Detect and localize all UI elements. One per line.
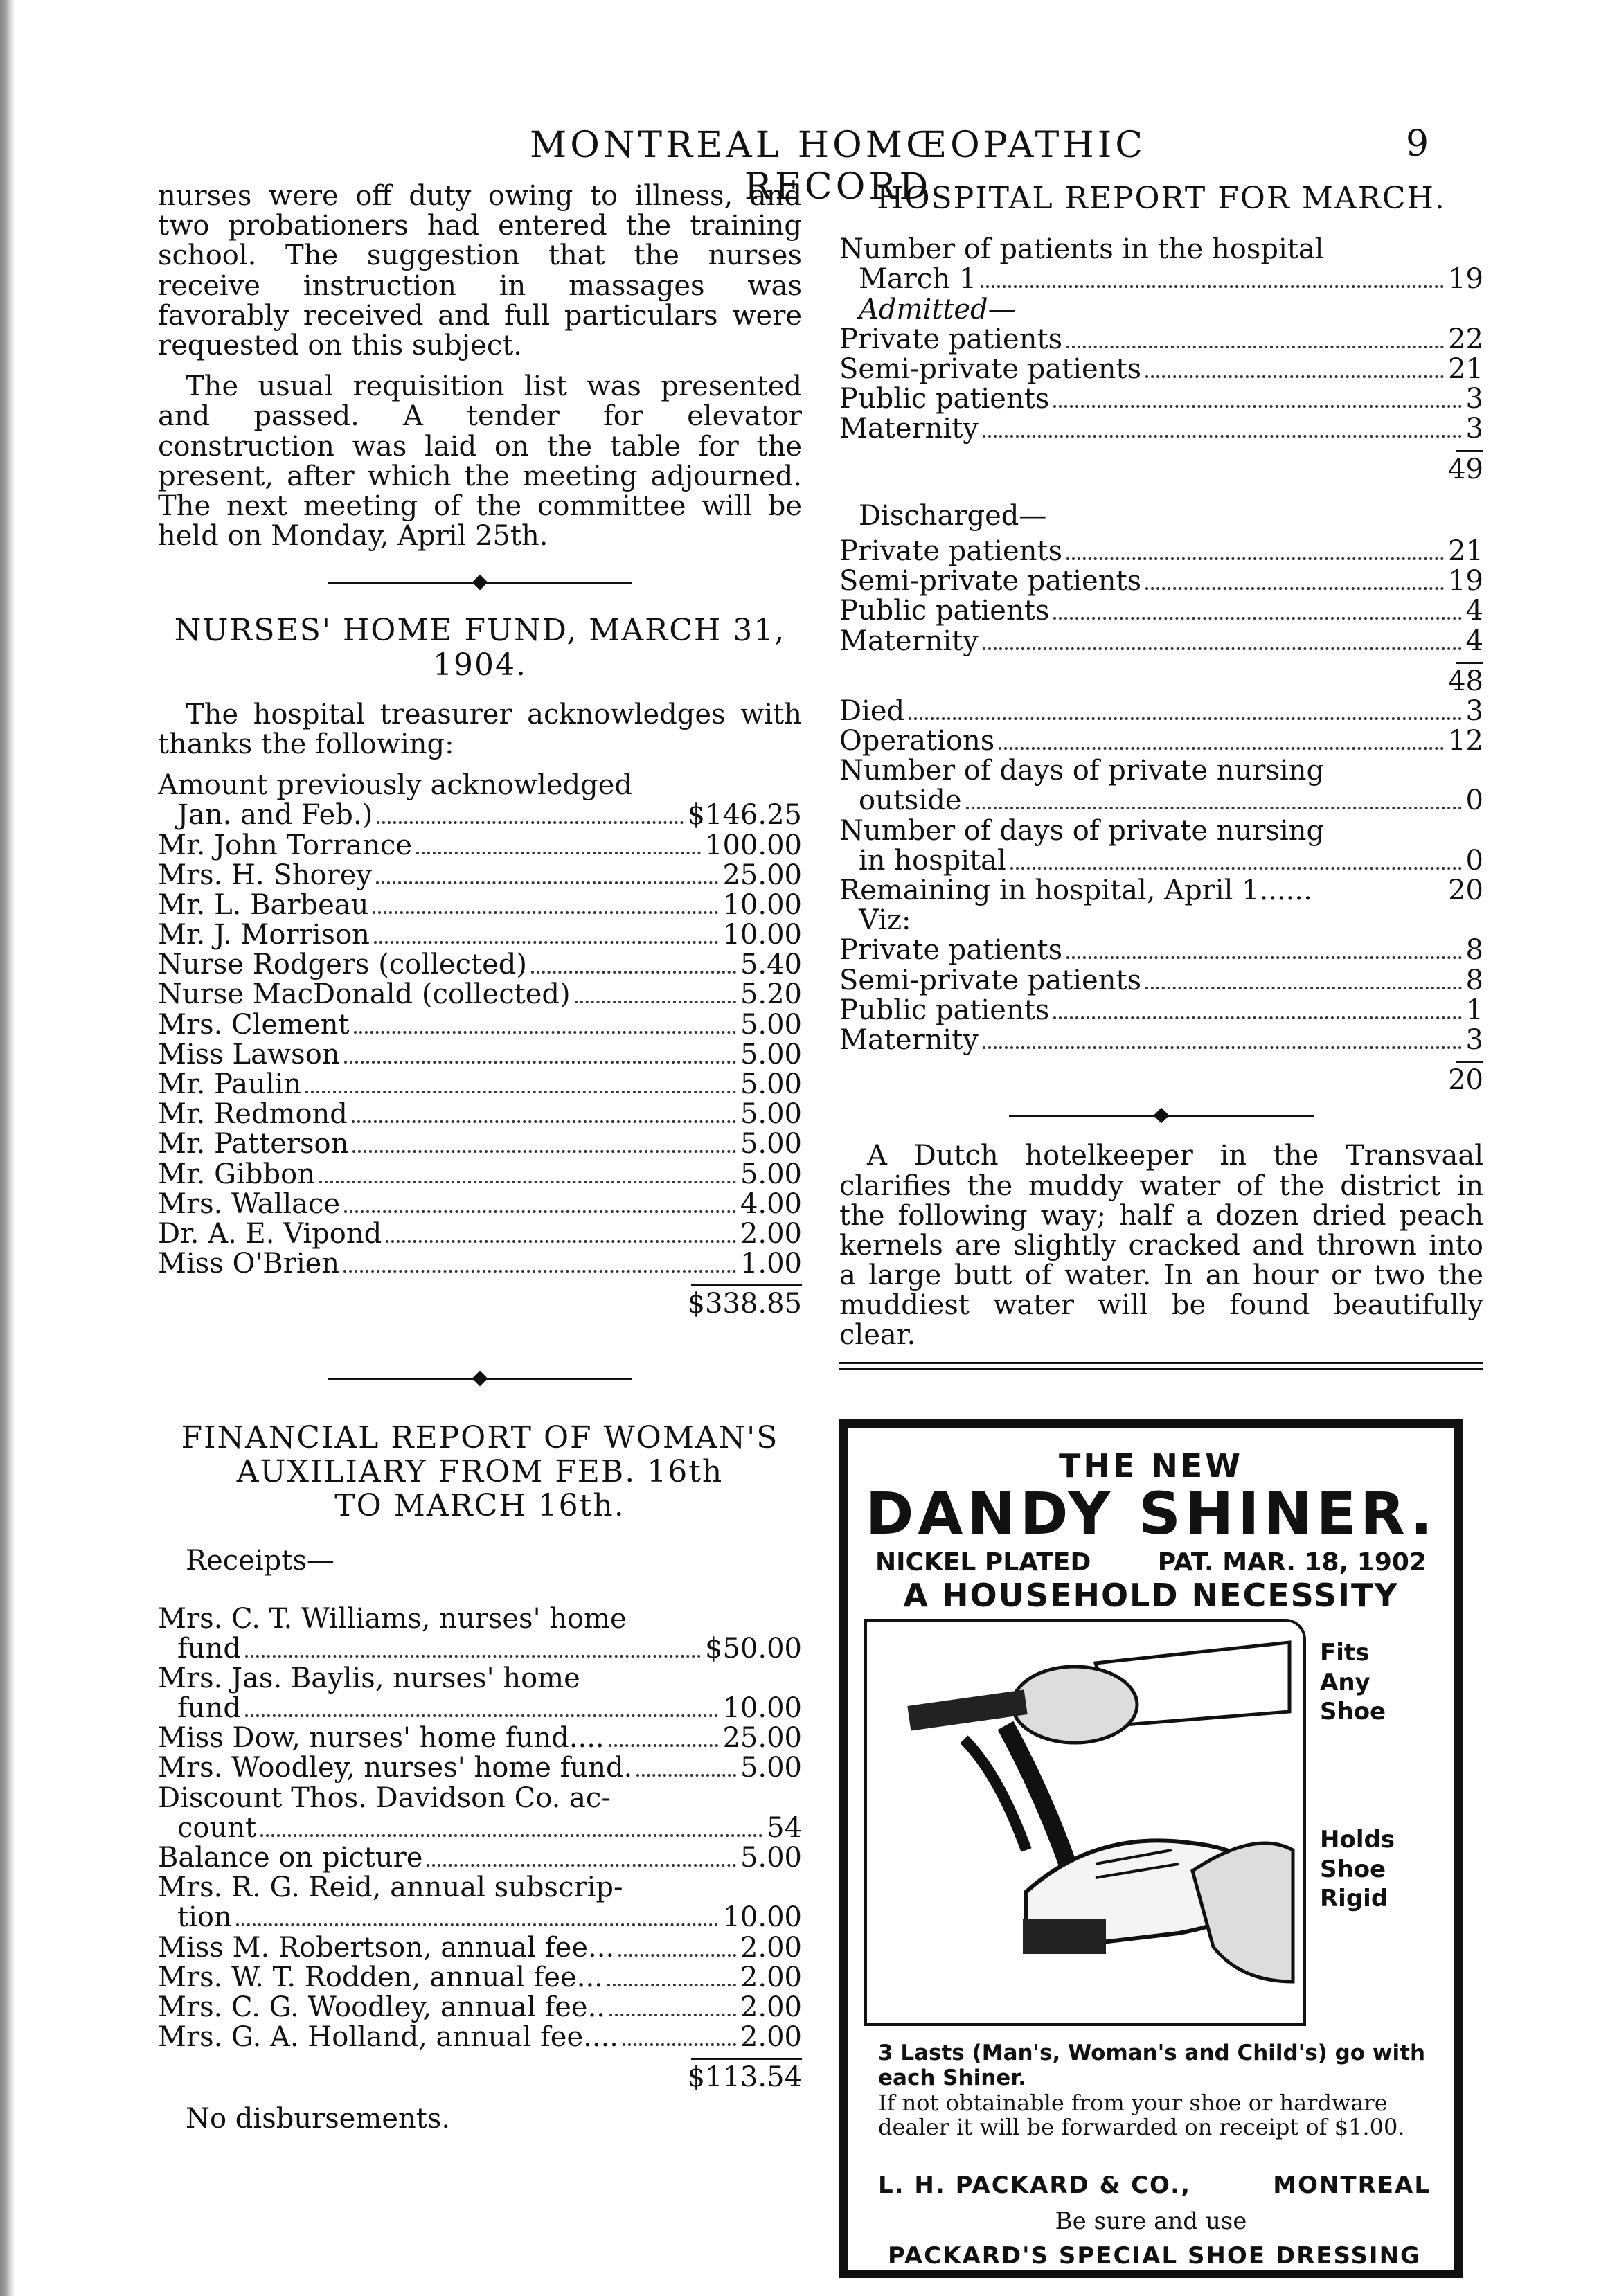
financial-report-heading: FINANCIAL REPORT OF WOMAN'S AUXILIARY FROM FEB. 16th TO MARCH 16th. xyxy=(181,1419,779,1524)
fund-prev-label: Amount previously acknowledged xyxy=(158,769,632,802)
outside-row: outside 0 xyxy=(859,784,1483,817)
no-disbursements: No disbursements. xyxy=(186,2102,451,2135)
receipts-list xyxy=(158,1604,802,2053)
receipt-entry: Balance on picture 5.00 xyxy=(158,1842,802,1874)
total-rule xyxy=(1456,1061,1483,1063)
admitted-row: Semi-private patients 21 xyxy=(839,353,1483,386)
receipt-entry: Miss M. Robertson, annual fee... 2.00 xyxy=(158,1931,802,1964)
admitted-row: Private patients 22 xyxy=(839,323,1483,355)
total-rule xyxy=(691,2058,802,2060)
receipt-entry: Mrs. G. A. Holland, annual fee.... 2.00 xyxy=(158,2021,802,2054)
fund-entry: Mr. Paulin 5.00 xyxy=(158,1068,802,1101)
hand-shoe-icon xyxy=(867,1622,1298,2018)
fund-entry: Dr. A. E. Vipond 2.00 xyxy=(158,1217,802,1250)
right-column xyxy=(839,181,1483,1370)
ornamental-rule xyxy=(328,1368,632,1389)
ad-company: L. H. PACKARD & CO., MONTREAL xyxy=(878,2171,1431,2199)
fund-entry: Nurse MacDonald (collected) 5.20 xyxy=(158,978,802,1011)
remaining-total: 20 xyxy=(1448,1064,1483,1097)
receipt-entry: Mrs. W. T. Rodden, annual fee... 2.00 xyxy=(158,1961,802,1993)
fund-entry: Miss Lawson 5.00 xyxy=(158,1038,802,1070)
intro-paragraph: nurses were off duty owing to illness, and two probationers had entered the training school. The suggestion that the nurses receive instruction in massages was favorably received and full particulars were requested on this subject. xyxy=(158,180,802,361)
receipts-label: Receipts— xyxy=(186,1545,334,1577)
receipt-entry: Mrs. C. T. Williams, nurses' home fund $50.00 xyxy=(158,1602,802,1665)
discharged-label: Discharged— xyxy=(859,499,1047,532)
receipt-entry: Mrs. C. G. Woodley, annual fee.. 2.00 xyxy=(158,1991,802,2023)
discharged-row: Public patients 4 xyxy=(839,595,1483,627)
remaining-row: Remaining in hospital, April 1...... 20 xyxy=(839,875,1483,907)
viz-label: Viz: xyxy=(859,904,911,937)
fund-entry: Mrs. H. Shorey 25.00 xyxy=(158,859,802,891)
fund-entry: Mrs. Clement 5.00 xyxy=(158,1008,802,1041)
ad-holds-shoe-rigid: Holds Shoe Rigid xyxy=(1320,1826,1395,1912)
patients-start-row: March 1 19 xyxy=(859,263,1483,296)
nurses-fund-heading: NURSES' HOME FUND, MARCH 31, 1904. xyxy=(174,613,786,683)
admitted-label: Admitted— xyxy=(859,293,1016,325)
ad-fits-any-shoe: Fits Any Shoe xyxy=(1320,1639,1386,1725)
ad-panel xyxy=(857,1437,1445,2270)
admitted-row: Maternity 3 xyxy=(839,413,1483,445)
fund-total: $338.85 xyxy=(687,1288,802,1320)
discharged-row: Maternity 4 xyxy=(839,625,1483,657)
dutch-paragraph: A Dutch hotelkeeper in the Transvaal clarifies the muddy water of the district in the following way; half a dozen dried peach kernels are slightly cracked and thrown into a large butt of water. In an hour or two the muddiest water will be found beautifully clear. xyxy=(839,1140,1483,1352)
hospital-report-heading: HOSPITAL REPORT FOR MARCH. xyxy=(877,181,1446,216)
receipt-entry: Miss Dow, nurses' home fund.... 25.00 xyxy=(158,1722,802,1755)
dandy-shiner-advertisement xyxy=(839,1419,1463,2278)
fund-entry: Miss O'Brien 1.00 xyxy=(158,1248,802,1280)
ad-be-sure: Be sure and use xyxy=(1055,2207,1247,2235)
admitted-total: 49 xyxy=(1448,453,1483,485)
fund-entry: Mr. Gibbon 5.00 xyxy=(158,1158,802,1190)
ad-household: A HOUSEHOLD NECESSITY xyxy=(903,1577,1399,1614)
remaining-breakdown-row: Private patients 8 xyxy=(839,934,1483,967)
ad-product-name: DANDY SHINER. xyxy=(865,1480,1437,1548)
operations-row: Operations 12 xyxy=(839,725,1483,757)
ad-nickel-plated: NICKEL PLATED xyxy=(875,1548,1091,1577)
fund-entry: Mr. John Torrance 100.00 xyxy=(158,829,802,861)
committee-paragraph: The usual requisition list was presented and passed. A tender for elevator construction was laid on the table for the present, after which the meeting adjourned. The next meeting of the committee will be held on Monday, April 25th. xyxy=(158,370,802,553)
total-rule xyxy=(691,1284,802,1286)
scan-edge xyxy=(0,0,15,2296)
fund-entry: Nurse Rodgers (collected) 5.40 xyxy=(158,949,802,981)
total-rule xyxy=(1456,450,1483,452)
running-title: MONTREAL HOMŒOPATHIC RECORD xyxy=(529,125,1147,208)
admitted-row: Public patients 3 xyxy=(839,383,1483,415)
ad-subline xyxy=(857,1543,1445,1577)
ornamental-rule xyxy=(328,572,632,593)
ad-the-new: THE NEW xyxy=(1059,1447,1243,1485)
page-number: 9 xyxy=(1406,123,1429,165)
fund-entry: Mr. J. Morrison 10.00 xyxy=(158,919,802,951)
ornamental-rule xyxy=(1009,1105,1314,1126)
receipts-total: $113.54 xyxy=(687,2061,802,2094)
discharged-total: 48 xyxy=(1448,665,1483,697)
left-column xyxy=(158,181,802,2134)
receipt-entry: Mrs. Jas. Baylis, nurses' home fund 10.00 xyxy=(158,1662,802,1725)
patients-start-label: Number of patients in the hospital xyxy=(839,233,1324,266)
fund-entry: Mr. Patterson 5.00 xyxy=(158,1128,802,1160)
fund-entry: Mr. L. Barbeau 10.00 xyxy=(158,888,802,921)
fund-entry: Mrs. Wallace 4.00 xyxy=(158,1187,802,1220)
fund-intro: The hospital treasurer acknowledges with thanks the following: xyxy=(158,698,802,760)
ad-shoe-dressing: PACKARD'S SPECIAL SHOE DRESSING xyxy=(888,2242,1421,2270)
shoe-shiner-illustration xyxy=(864,1619,1306,2026)
outside-label: Number of days of private nursing xyxy=(839,755,1325,787)
fund-entry: Mr. Redmond 5.00 xyxy=(158,1098,802,1131)
discharged-row: Semi-private patients 19 xyxy=(839,565,1483,598)
receipt-entry: Discount Thos. Davidson Co. ac- count 54 xyxy=(158,1782,802,1844)
remaining-breakdown-row: Semi-private patients 8 xyxy=(839,964,1483,996)
remaining-breakdown-row: Maternity 3 xyxy=(839,1023,1483,1056)
died-row: Died 3 xyxy=(839,694,1483,727)
double-rule xyxy=(839,1362,1483,1370)
remaining-breakdown-row: Public patients 1 xyxy=(839,994,1483,1026)
inhospital-label: Number of days of private nursing xyxy=(839,814,1325,847)
ad-patent: PAT. MAR. 18, 1902 xyxy=(1157,1548,1427,1577)
inhospital-row: in hospital 0 xyxy=(859,844,1483,877)
ad-lasts: 3 Lasts (Man's, Woman's and Child's) go with each Shiner. xyxy=(878,2041,1426,2090)
total-rule xyxy=(1456,662,1483,664)
ad-notice: If not obtainable from your shoe or hardware dealer it will be forwarded on receipt of $1.00. xyxy=(878,2090,1405,2141)
discharged-row: Private patients 21 xyxy=(839,535,1483,567)
fund-entries xyxy=(158,831,802,1280)
receipt-entry: Mrs. Woodley, nurses' home fund. 5.00 xyxy=(158,1752,802,1784)
receipt-entry: Mrs. R. G. Reid, annual subscrip- tion 10.00 xyxy=(158,1872,802,1934)
fund-prev-row: Jan. and Feb.) $146.25 xyxy=(177,799,802,832)
